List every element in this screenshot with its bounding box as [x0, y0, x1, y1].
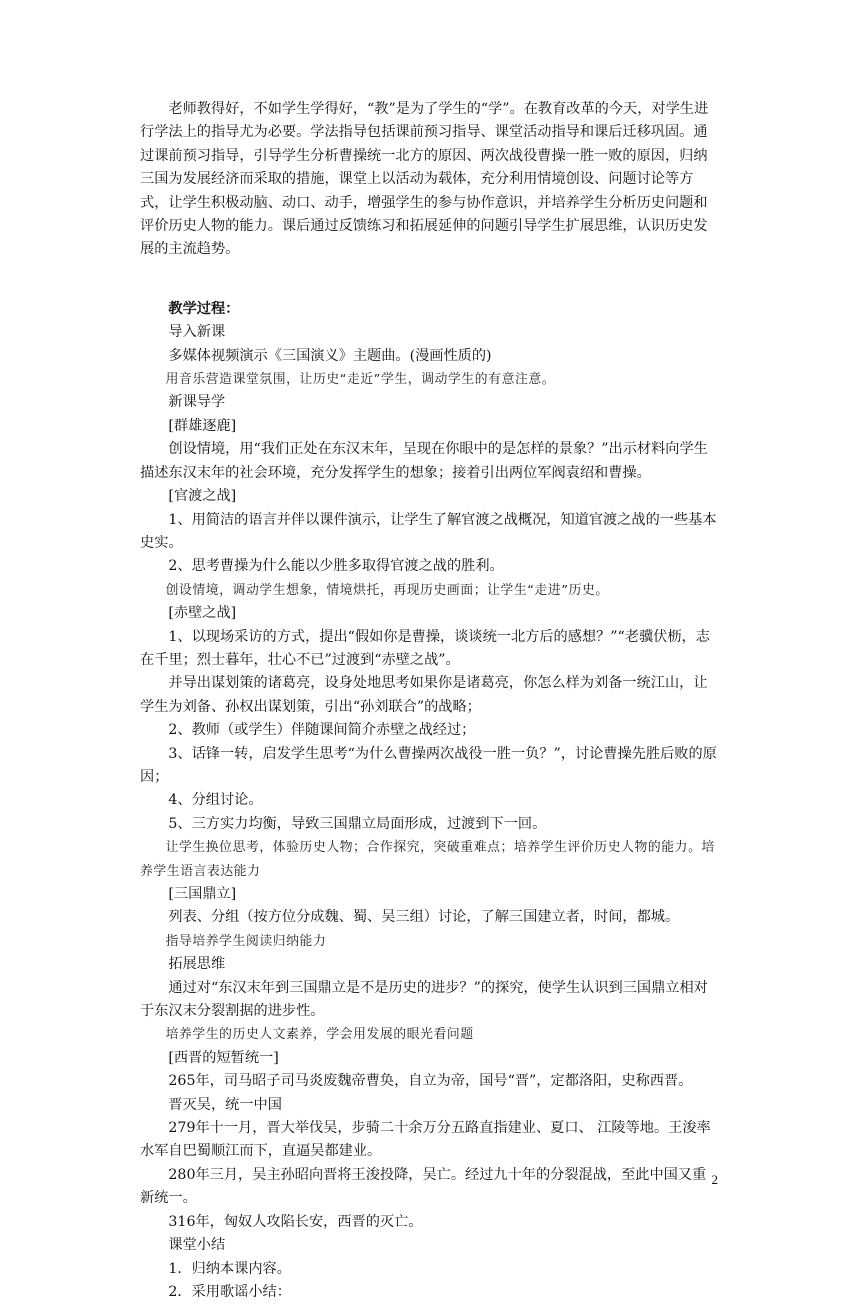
text-line: 280年三月，吴主孙昭向晋将王浚投降，吴亡。经过九十年的分裂混战，至此中国又重新统一。	[140, 1166, 707, 1207]
text-line: 2．采用歌谣小结：	[168, 1283, 291, 1300]
text-line: 2、教师（或学生）伴随课间简介赤壁之战经过；	[168, 722, 476, 739]
text-line: 2、思考曹操为什么能以少胜多取得官渡之战的胜利。	[168, 558, 504, 575]
text-line: 新课导学	[168, 394, 226, 411]
text-line: 并导出谋划策的诸葛亮，设身处地思考如果你是诸葛亮，你怎么样为刘备一统江山，让学生为刘备、孙权出谋划策，引出“孙刘联合”的战略；	[140, 675, 708, 715]
text-line: 列表、分组（按方位分成魏、蜀、吴三组）讨论，了解三国建立者，时间，都城。	[168, 909, 680, 926]
text-line: 培养学生的历史人文素养，学会用发展的眼光看问题	[165, 1027, 474, 1043]
text-line: [赤壁之战]	[168, 605, 237, 622]
text-line: 5、三方实力均衡，导致三国鼎立局面形成，过渡到下一回。	[168, 815, 547, 832]
text-line: 通过对“东汉末年到三国鼎立是不是历史的进步？”的探究，使学生认识到三国鼎立相对于东汉末分裂割据的进步性。	[140, 979, 708, 1020]
text-line: 3、话锋一转，启发学生思考“为什么曹操两次战役一胜一负？”，讨论曹操先胜后败的原因；	[140, 745, 717, 785]
text-line: 晋灭吴，统一中国	[168, 1096, 282, 1113]
text-line: 创设情境，用“我们正处在东汉末年，呈现在你眼中的是怎样的景象？”出示材料向学生描述东汉末年的社会环境，充分发挥学生的想象；接着引出两位军阀袁绍和曹操。	[140, 441, 708, 481]
intro-paragraph: 老师教得好，不如学生学得好，“教”是为了学生的“学”。在教育改革的今天，对学生进行学法上的指导尤为必要。学法指导包括课前预习指导、课堂活动指导和课后迁移巩固。通过课前预习指导，引导学生分析曹操统一北方的原因、两次战役曹操一胜一败的原因，归纳三国为发展经济而采取的措施，课堂上以活动为载体，充分利用情境创设、问题讨论等方式，让学生积极动脑、动口、动手，增强学生的参与协作意识，并培养学生分析历史问题和评价历史人物的能力。课后通过反馈练习和拓展延伸的问题引导学生扩展思维，认识历史发展的主流趋势。	[140, 101, 709, 258]
text-line: [官渡之战]	[168, 488, 237, 505]
text-line: 4、分组讨论。	[168, 792, 263, 809]
text-line: 让学生换位思考，体验历史人物；合作探究，突破重难点；培养学生评价历史人物的能力。培养学生语言表达能力	[140, 840, 715, 879]
text-line: 创设情境，调动学生想象，情境烘托，再现历史画面；让学生“走进”历史。	[165, 582, 609, 598]
text-line: 316年，匈奴人攻陷长安，西晋的灭亡。	[168, 1213, 423, 1230]
text-line: 用音乐营造课堂氛围，让历史“走近”学生，调动学生的有意注意。	[165, 372, 556, 388]
text-line: 1、用简洁的语言并伴以课件演示，让学生了解官渡之战概况，知道官渡之战的一些基本史实。	[140, 511, 717, 551]
text-line: 265年，司马昭子司马炎废魏帝曹奂，自立为帝，国号“晋”，定都洛阳，史称西晋。	[168, 1073, 693, 1090]
text-line: 1、以现场采访的方式，提出“假如你是曹操，谈谈统一北方后的感想？”“老骥伏枥，志在千里；烈士暮年，壮心不已”过渡到“赤壁之战”。	[140, 628, 710, 668]
paragraph-gap	[140, 262, 720, 298]
text-line: [群雄逐鹿]	[168, 417, 237, 434]
process-heading: 教学过程：	[168, 300, 240, 317]
text-line: 拓展思维	[168, 956, 226, 973]
text-line: [三国鼎立]	[168, 886, 237, 902]
text-line: 指导培养学生阅读归纳能力	[165, 933, 327, 949]
text-line: 多媒体视频演示《三国演义》主题曲。(漫画性质的)	[168, 347, 492, 364]
page-content	[140, 98, 720, 1304]
process-lines	[140, 321, 720, 1304]
page-number: 2	[711, 1172, 718, 1187]
text-line: 课堂小结	[168, 1237, 226, 1254]
text-line: 1．归纳本课内容。	[168, 1260, 291, 1277]
text-line: 279年十一月，晋大举伐吴，步骑二十余万分五路直指建业、夏口、 江陵等地。王浚率水军自巴蜀顺江而下，直逼吴都建业。	[140, 1120, 711, 1160]
text-line: 导入新课	[168, 324, 226, 341]
text-line: [西晋的短暂统一]	[168, 1049, 279, 1066]
